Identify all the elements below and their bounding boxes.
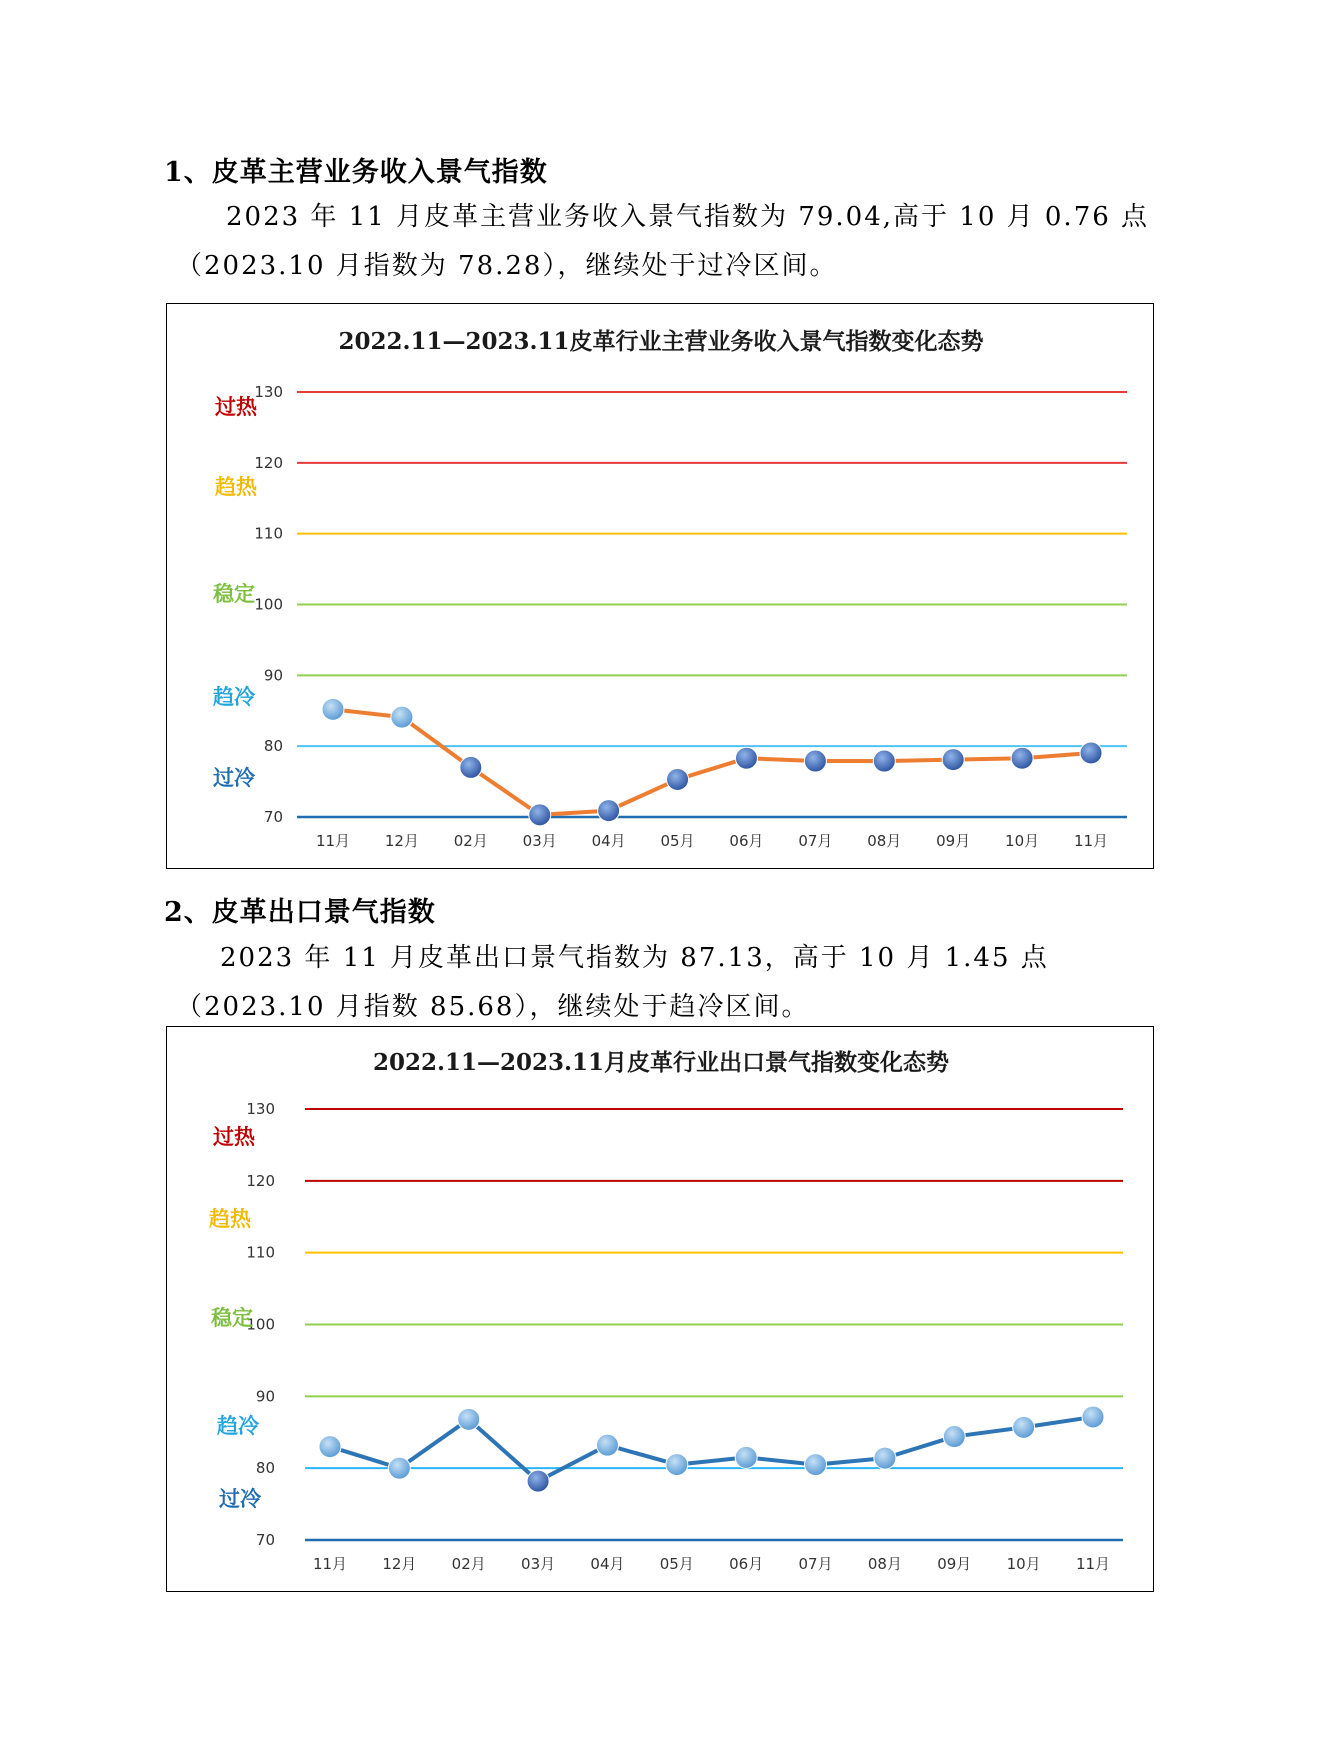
x-tick-label: 09月 [936,832,971,850]
data-point [1013,1416,1035,1438]
zone-label: 过热 [215,395,257,419]
data-point [1080,742,1102,764]
section-1-heading: 1、皮革主营业务收入景气指数 [164,157,548,188]
y-tick-label: 80 [255,1459,275,1478]
y-tick-label: 100 [254,595,283,614]
x-tick-label: 03月 [521,1555,556,1573]
y-tick-label: 90 [263,666,283,685]
zone-label: 趋冷 [217,1414,259,1438]
y-tick-label: 80 [263,737,283,756]
y-tick-label: 110 [246,1243,275,1262]
chart-title: 2022.11—2023.11皮革行业主营业务收入景气指数变化态势 [338,328,984,355]
data-point [529,804,551,826]
x-tick-label: 09月 [937,1555,972,1573]
x-tick-label: 05月 [660,832,695,850]
x-tick-label: 07月 [798,832,833,850]
section-2-paragraph: 2023 年 11 月皮革出口景气指数为 87.13，高于 10 月 1.45 点（2023.10 月指数 85.68），继续处于趋冷区间。 [176,943,1049,1022]
data-point [874,1447,896,1469]
x-tick-label: 06月 [729,1555,764,1573]
data-point [805,1454,827,1476]
x-tick-label: 05月 [659,1555,694,1573]
y-tick-label: 120 [254,453,283,472]
zone-label: 趋热 [209,1207,251,1231]
data-point [943,1426,965,1448]
zone-label: 过冷 [213,766,255,790]
data-point [873,750,895,772]
series-line [333,709,1091,815]
income-index-chart-svg [167,304,1155,870]
x-tick-label: 12月 [382,1555,417,1573]
zone-label: 稳定 [211,1306,253,1330]
x-tick-label: 03月 [522,832,557,850]
x-tick-label: 10月 [1005,832,1040,850]
x-tick-label: 06月 [729,832,764,850]
data-point [804,750,826,772]
zone-label: 过热 [213,1125,255,1149]
x-tick-label: 04月 [590,1555,625,1573]
data-point [598,800,620,822]
y-tick-label: 130 [246,1100,275,1118]
y-tick-label: 90 [255,1387,275,1406]
zone-label: 过冷 [219,1487,261,1511]
data-point [322,698,344,720]
x-tick-label: 07月 [798,1555,833,1573]
zone-label: 稳定 [213,582,255,606]
x-tick-label: 10月 [1006,1555,1041,1573]
data-point [527,1470,549,1492]
export-index-chart-svg [167,1027,1155,1593]
x-tick-label: 11月 [312,1555,348,1573]
section-1-paragraph: 2023 年 11 月皮革主营业务收入景气指数为 79.04,高于 10 月 0.76 点（2023.10 月指数为 78.28），继续处于过冷区间。 [176,202,1150,281]
data-point [388,1457,410,1479]
data-point [666,1454,688,1476]
x-tick-label: 08月 [867,832,902,850]
data-point [391,706,413,728]
section-2-heading: 2、皮革出口景气指数 [164,897,436,928]
y-tick-label: 100 [246,1315,275,1334]
x-tick-label: 11月 [315,832,351,850]
y-tick-label: 120 [246,1171,275,1190]
data-point [1011,747,1033,769]
x-tick-label: 11月 [1075,1555,1111,1573]
x-tick-label: 02月 [451,1555,486,1573]
zone-label: 趋热 [215,475,257,499]
export-index-chart [166,1026,1154,1592]
x-tick-label: 04月 [591,832,626,850]
y-tick-label: 70 [255,1531,275,1549]
data-point [458,1408,480,1430]
x-tick-label: 02月 [453,832,488,850]
x-tick-label: 12月 [384,832,419,850]
zone-label: 趋冷 [213,685,255,709]
y-tick-label: 130 [254,383,283,401]
data-point [319,1436,341,1458]
data-point [596,1434,618,1456]
series-line [330,1417,1093,1481]
y-tick-label: 110 [254,524,283,543]
data-point [1082,1406,1104,1428]
x-tick-label: 08月 [867,1555,902,1573]
income-index-chart [166,303,1154,869]
data-point [460,756,482,778]
data-point [735,1446,757,1468]
data-point [942,749,964,771]
y-tick-label: 70 [263,808,283,826]
chart-title: 2022.11—2023.11月皮革行业出口景气指数变化态势 [372,1049,950,1076]
x-tick-label: 11月 [1073,832,1109,850]
data-point [735,747,757,769]
data-point [667,768,689,790]
